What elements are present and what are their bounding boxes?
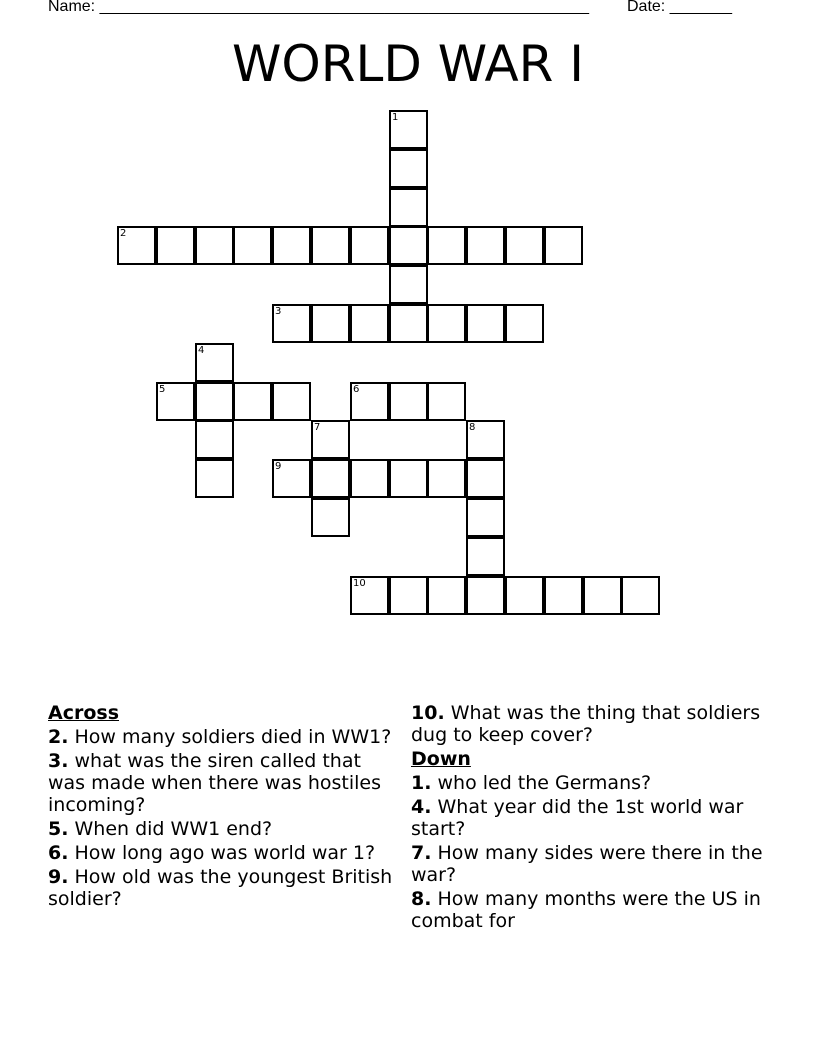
grid-cell[interactable] (311, 226, 350, 265)
clue-number: 3 (275, 306, 282, 317)
grid-cell[interactable] (466, 304, 505, 343)
grid-cell[interactable] (389, 304, 428, 343)
clue-across-9: 9. How old was the youngest British soldier? (48, 866, 393, 910)
grid-cell[interactable] (427, 459, 466, 498)
clue-number: 2 (120, 228, 127, 239)
grid-cell[interactable] (350, 576, 389, 615)
grid-cell[interactable] (389, 226, 428, 265)
clue-across-5: 5. When did WW1 end? (48, 818, 273, 840)
grid-cell[interactable] (350, 382, 389, 421)
grid-cell[interactable] (272, 304, 311, 343)
grid-cell[interactable] (427, 226, 466, 265)
grid-cell[interactable] (389, 188, 428, 227)
grid-cell[interactable] (505, 576, 544, 615)
name-field-line: Name: _______________________________________________________ (48, 0, 589, 15)
grid-cell[interactable] (311, 420, 350, 459)
grid-cell[interactable] (389, 382, 428, 421)
down-heading: Down (411, 748, 471, 770)
clue-number: 7 (314, 422, 321, 433)
grid-cell[interactable] (233, 382, 272, 421)
grid-cell[interactable] (156, 382, 195, 421)
grid-cell[interactable] (233, 226, 272, 265)
grid-cell[interactable] (195, 226, 234, 265)
grid-cell[interactable] (466, 226, 505, 265)
grid-cell[interactable] (311, 304, 350, 343)
grid-cell[interactable] (427, 576, 466, 615)
grid-cell[interactable] (350, 304, 389, 343)
grid-cell[interactable] (311, 498, 350, 537)
clue-across-6: 6. How long ago was world war 1? (48, 842, 376, 864)
grid-cell[interactable] (195, 382, 234, 421)
clue-across-2: 2. How many soldiers died in WW1? (48, 726, 392, 748)
grid-cell[interactable] (350, 226, 389, 265)
grid-cell[interactable] (427, 304, 466, 343)
clue-number: 9 (275, 461, 282, 472)
grid-cell[interactable] (156, 226, 195, 265)
grid-cell[interactable] (311, 459, 350, 498)
grid-cell[interactable] (389, 149, 428, 188)
clue-across-10: 10. What was the thing that soldiers dug to keep cover? (411, 702, 761, 746)
grid-cell[interactable] (466, 420, 505, 459)
grid-cell[interactable] (195, 420, 234, 459)
clue-number: 5 (159, 384, 166, 395)
grid-cell[interactable] (583, 576, 622, 615)
clue-number: 4 (198, 345, 205, 356)
grid-cell[interactable] (195, 459, 234, 498)
date-field-line: Date: _______ (627, 0, 732, 15)
grid-cell[interactable] (621, 576, 660, 615)
grid-cell[interactable] (350, 459, 389, 498)
clue-number: 10 (353, 578, 366, 589)
grid-cell[interactable] (389, 576, 428, 615)
grid-cell[interactable] (466, 498, 505, 537)
clue-down-4: 4. What year did the 1st world war start? (411, 796, 744, 840)
grid-cell[interactable] (117, 226, 156, 265)
grid-cell[interactable] (505, 304, 544, 343)
grid-cell[interactable] (272, 226, 311, 265)
grid-cell[interactable] (272, 459, 311, 498)
grid-cell[interactable] (505, 226, 544, 265)
puzzle-title: WORLD WAR I (231, 35, 585, 93)
grid-cell[interactable] (195, 343, 234, 382)
grid-cell[interactable] (544, 576, 583, 615)
clue-down-1: 1. who led the Germans? (411, 772, 652, 794)
clue-number: 1 (392, 112, 399, 123)
grid-cell[interactable] (544, 226, 583, 265)
grid-cell[interactable] (466, 576, 505, 615)
clue-down-7: 7. How many sides were there in the war? (411, 842, 763, 886)
grid-cell[interactable] (389, 265, 428, 304)
grid-cell[interactable] (427, 382, 466, 421)
clue-number: 8 (469, 422, 476, 433)
grid-cell[interactable] (389, 110, 428, 149)
across-heading: Across (48, 702, 120, 724)
clue-down-8: 8. How many months were the US in combat for (411, 888, 761, 932)
clue-number: 6 (353, 384, 360, 395)
grid-cell[interactable] (466, 459, 505, 498)
grid-cell[interactable] (466, 537, 505, 576)
grid-cell[interactable] (272, 382, 311, 421)
clue-across-3: 3. what was the siren called that was made when there was hostiles incoming? (48, 750, 382, 816)
grid-cell[interactable] (389, 459, 428, 498)
clues-left-column (48, 702, 400, 912)
clues-right-column (411, 702, 763, 934)
